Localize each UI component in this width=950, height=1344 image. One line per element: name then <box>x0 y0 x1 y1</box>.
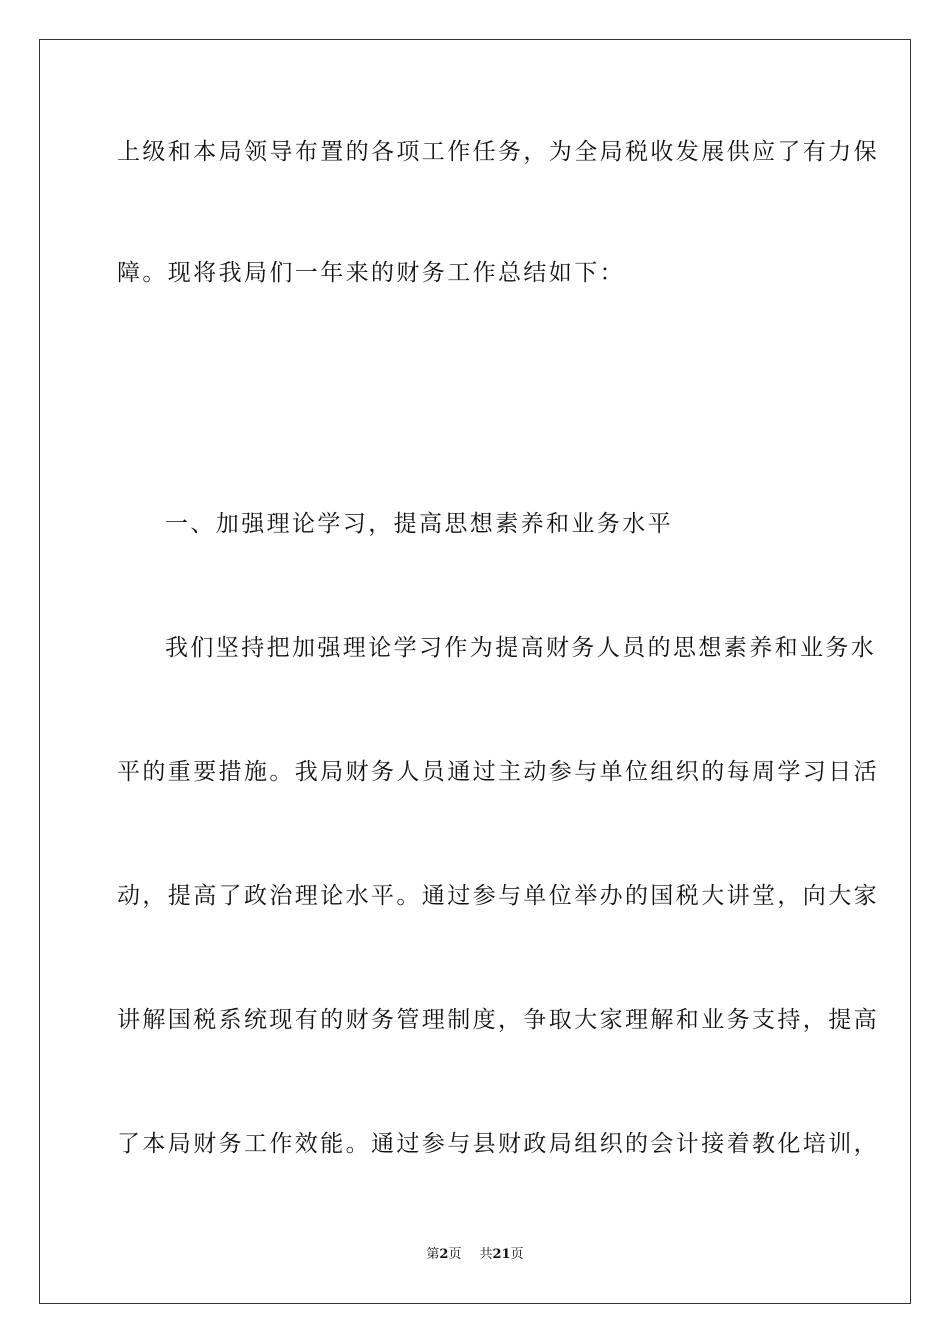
footer-total-suffix: 页 <box>510 1247 524 1262</box>
footer-page-prefix: 第 <box>426 1247 440 1262</box>
text-line-4: 我们坚持把加强理论学习作为提高财务人员的思想素养和业务水 <box>165 635 877 661</box>
text-line-1: 上级和本局领导布置的各项工作任务，为全局税收发展供应了有力保 <box>117 139 879 165</box>
page-border <box>39 39 911 1304</box>
text-line-6: 动，提高了政治理论水平。通过参与单位举办的国税大讲堂，向大家 <box>117 883 879 909</box>
section-heading: 一、加强理论学习，提高思想素养和业务水平 <box>165 511 673 537</box>
text-line-5: 平的重要措施。我局财务人员通过主动参与单位组织的每周学习日活 <box>117 759 879 785</box>
page-footer <box>0 1247 950 1263</box>
footer-total-number: 21 <box>492 1247 511 1262</box>
text-line-2: 障。现将我局们一年来的财务工作总结如下： <box>117 260 625 286</box>
footer-page-number: 2 <box>439 1247 449 1262</box>
footer-page-suffix: 页 <box>448 1247 462 1262</box>
footer-total-prefix: 共 <box>479 1247 493 1262</box>
text-line-7: 讲解国税系统现有的财务管理制度，争取大家理解和业务支持，提高 <box>117 1007 879 1033</box>
text-line-8: 了本局财务工作效能。通过参与县财政局组织的会计接着教化培训， <box>117 1131 879 1157</box>
